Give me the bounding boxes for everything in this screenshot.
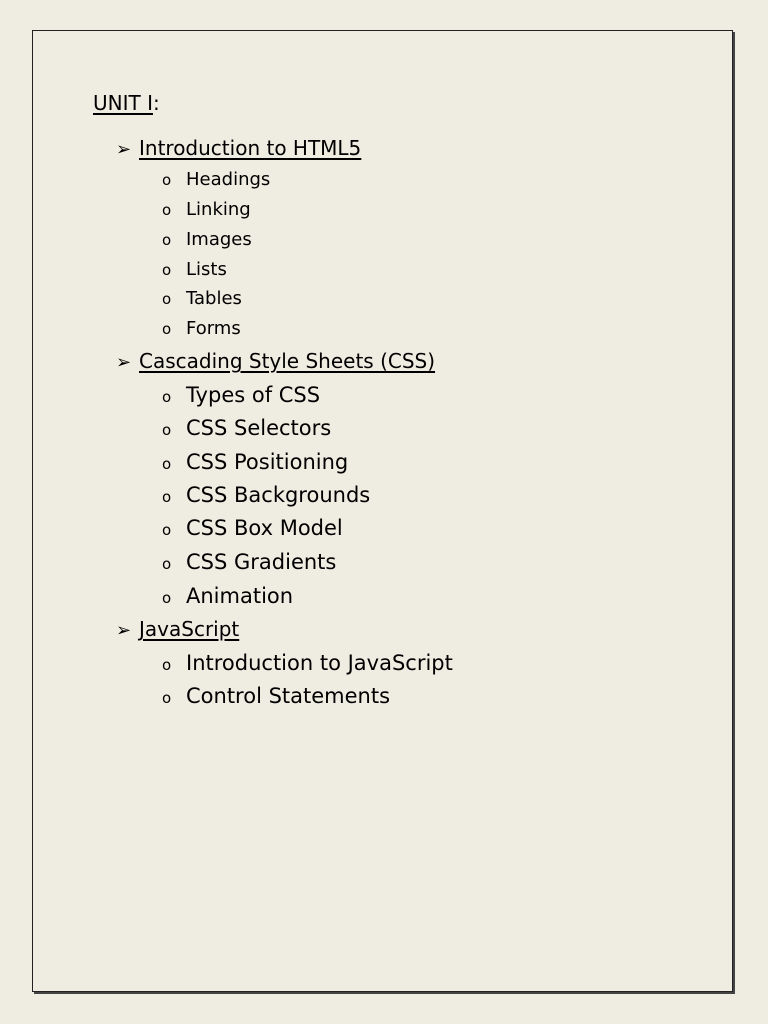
circle-bullet-icon: o	[162, 589, 172, 607]
list-item	[162, 582, 293, 612]
list-item	[162, 258, 227, 282]
unit-colon: :	[152, 91, 160, 115]
circle-bullet-icon: o	[162, 320, 172, 338]
list-item-label: Forms	[186, 318, 241, 339]
circle-bullet-icon: o	[162, 421, 172, 439]
list-item	[162, 198, 251, 222]
list-item-label: CSS Positioning	[186, 450, 349, 474]
section-title: JavaScript	[139, 617, 240, 641]
circle-bullet-icon: o	[162, 231, 172, 249]
arrow-bullet-icon: ➢	[116, 352, 132, 373]
list-item-label: CSS Gradients	[186, 550, 337, 574]
list-item	[162, 414, 331, 444]
circle-bullet-icon: o	[162, 261, 172, 279]
page-border	[32, 30, 733, 992]
circle-bullet-icon: o	[162, 521, 172, 539]
circle-bullet-icon: o	[162, 388, 172, 406]
list-item-label: Headings	[186, 169, 271, 190]
list-item	[162, 649, 453, 679]
list-item-label: Linking	[186, 199, 251, 220]
circle-bullet-icon: o	[162, 455, 172, 473]
list-item-label: CSS Backgrounds	[186, 483, 371, 507]
circle-bullet-icon: o	[162, 488, 172, 506]
circle-bullet-icon: o	[162, 201, 172, 219]
section-css	[116, 347, 435, 377]
circle-bullet-icon: o	[162, 656, 172, 674]
list-item-label: Animation	[186, 584, 294, 608]
section-javascript	[116, 615, 239, 645]
list-item-label: Control Statements	[186, 684, 391, 708]
list-item-label: Images	[186, 229, 252, 250]
section-html5	[116, 134, 361, 164]
list-item	[162, 168, 270, 192]
list-item-label: Lists	[186, 259, 227, 280]
list-item-label: CSS Box Model	[186, 516, 343, 540]
circle-bullet-icon: o	[162, 171, 172, 189]
arrow-bullet-icon: ➢	[116, 139, 132, 160]
list-item	[162, 287, 242, 311]
list-item	[162, 514, 343, 544]
unit-title: UNIT I	[93, 91, 153, 115]
list-item-label: Tables	[186, 288, 242, 309]
list-item	[162, 548, 336, 578]
arrow-bullet-icon: ➢	[116, 620, 132, 641]
circle-bullet-icon: o	[162, 689, 172, 707]
circle-bullet-icon: o	[162, 555, 172, 573]
list-item	[162, 448, 348, 478]
list-item	[162, 228, 252, 252]
section-title: Introduction to HTML5	[139, 136, 362, 160]
list-item	[162, 481, 370, 511]
unit-heading	[93, 89, 160, 117]
list-item	[162, 682, 390, 712]
list-item	[162, 317, 241, 341]
list-item-label: Introduction to JavaScript	[186, 651, 453, 675]
list-item	[162, 381, 320, 411]
list-item-label: CSS Selectors	[186, 416, 332, 440]
list-item-label: Types of CSS	[186, 383, 321, 407]
circle-bullet-icon: o	[162, 290, 172, 308]
section-title: Cascading Style Sheets (CSS)	[139, 349, 436, 373]
